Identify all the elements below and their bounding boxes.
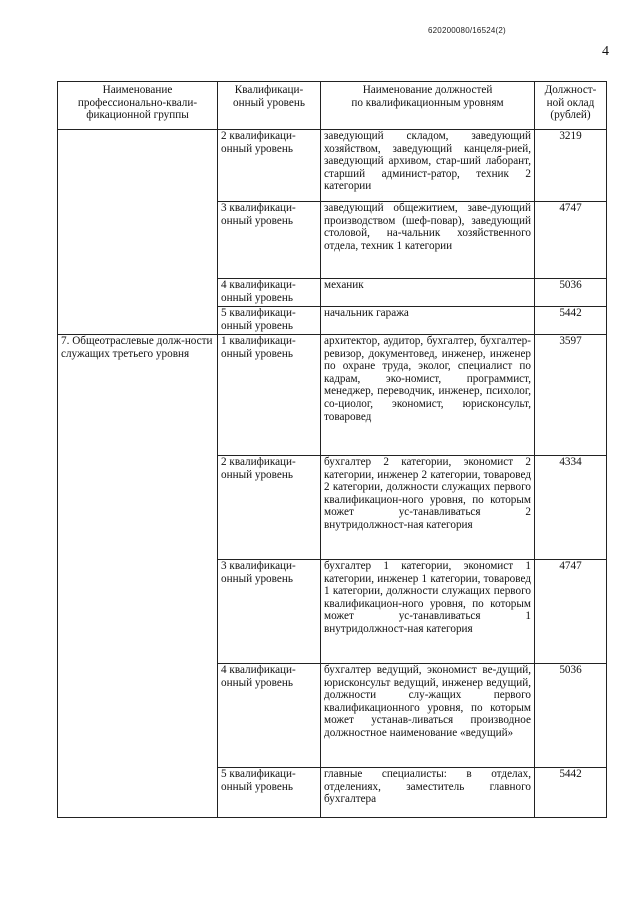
level-text: онный уровень — [221, 780, 293, 793]
table-body — [58, 130, 607, 818]
header-level-line: Квалификаци- — [234, 84, 304, 96]
level-text: 2 квалификаци- — [221, 456, 296, 468]
salary-cell: 5442 — [535, 768, 607, 818]
group-text: 7. Общеотраслевые долж-ности служащих третьего уровня — [61, 335, 213, 360]
document-number: 620200080/16524(2) — [428, 26, 506, 35]
positions-text: бухгалтер 1 категории, экономист 1 категории, инженер 1 категории, товаровед 1 категории, должности служащих первого квалификацион-ного уровня, по которым может ус-танавливаться 1 внутридолжност-ная категория — [324, 560, 531, 635]
table-row — [58, 335, 607, 456]
group-cell — [58, 335, 218, 818]
header-salary-line: Должност- — [544, 84, 597, 96]
level-text: 5 квалификаци- — [221, 768, 296, 780]
positions-text: заведующий общежитием, заве-дующий производством (шеф-повар), заведующий столовой, на-чальник хозяйственного отдела, техник 1 категории — [324, 202, 531, 252]
positions-cell — [321, 456, 535, 560]
header-salary-line: ной оклад — [546, 96, 595, 109]
level-text: онный уровень — [221, 142, 293, 155]
header-positions-line: Наименование должностей — [362, 84, 493, 96]
salary-cell: 5442 — [535, 307, 607, 335]
level-text: онный уровень — [221, 572, 293, 585]
level-text: 4 квалификаци- — [221, 664, 296, 676]
level-cell — [218, 664, 321, 768]
positions-cell — [321, 130, 535, 202]
positions-cell — [321, 335, 535, 456]
positions-cell — [321, 664, 535, 768]
level-text: онный уровень — [221, 676, 293, 689]
positions-text: бухгалтер 2 категории, экономист 2 категории, инженер 2 категории, товаровед 2 категории, должности служащих первого квалификацион-ного уровня, по которым может ус-танавливаться 2 внутридолжност-ная категория — [324, 456, 531, 531]
header-group-line: Наименование — [102, 84, 173, 96]
level-cell — [218, 279, 321, 307]
header-salary-line: (рублей) — [550, 109, 591, 122]
positions-cell — [321, 768, 535, 818]
level-text: онный уровень — [221, 347, 293, 360]
level-cell — [218, 130, 321, 202]
level-cell — [218, 768, 321, 818]
level-text: 2 квалификаци- — [221, 130, 296, 142]
level-text: онный уровень — [221, 319, 293, 332]
level-cell — [218, 335, 321, 456]
salary-cell: 3219 — [535, 130, 607, 202]
level-text: онный уровень — [221, 468, 293, 481]
positions-text: главные специалисты: в отделах, отделениях, заместитель главного бухгалтера — [324, 768, 531, 806]
qualification-table — [57, 81, 607, 818]
level-cell — [218, 456, 321, 560]
positions-cell — [321, 307, 535, 335]
level-text: 4 квалификаци- — [221, 279, 296, 291]
header-salary — [535, 82, 607, 130]
salary-cell: 4747 — [535, 202, 607, 279]
positions-text: архитектор, аудитор, бухгалтер, бухгалтер-ревизор, документовед, инженер, инженер по охране труда, эколог, специалист по кадрам, эко-номист, программист, менеджер, переводчик, инженер, психолог, со-циолог, экономист, юрисконсульт, товаровед — [324, 335, 531, 423]
salary-cell: 5036 — [535, 279, 607, 307]
positions-cell — [321, 560, 535, 664]
salary-cell: 4334 — [535, 456, 607, 560]
level-cell — [218, 307, 321, 335]
level-text: 3 квалификаци- — [221, 560, 296, 572]
page-number: 4 — [602, 44, 609, 59]
level-text: онный уровень — [221, 291, 293, 304]
positions-text: бухгалтер ведущий, экономист ве-дущий, юрисконсульт ведущий, инженер ведущий, должности слу-жащих первого квалификационного уровня, по которым может устанав-ливаться производное должностное наименование «ведущий» — [324, 664, 531, 739]
header-level — [218, 82, 321, 130]
level-cell — [218, 560, 321, 664]
header-positions — [321, 82, 535, 130]
level-text: 3 квалификаци- — [221, 202, 296, 214]
header-group-line: фикационной группы — [86, 109, 189, 122]
header-group-line: профессионально-квали- — [77, 96, 198, 109]
header-positions-line: по квалификационным уровням — [351, 96, 504, 109]
positions-text: механик — [324, 279, 364, 291]
level-text: 5 квалификаци- — [221, 307, 296, 319]
header-level-line: онный уровень — [233, 96, 305, 109]
salary-cell: 4747 — [535, 560, 607, 664]
positions-text: начальник гаража — [324, 307, 409, 319]
table-row — [58, 130, 607, 202]
header-group — [58, 82, 218, 130]
table-header-row — [58, 82, 607, 130]
level-text: 1 квалификаци- — [221, 335, 296, 347]
positions-text: заведующий складом, заведующий хозяйством, заведующий канцеля-рией, заведующий архивом, стар-ший лаборант, старший админист-ратор, техник 2 категории — [324, 130, 531, 193]
level-cell — [218, 202, 321, 279]
salary-cell: 3597 — [535, 335, 607, 456]
group-cell — [58, 130, 218, 335]
level-text: онный уровень — [221, 214, 293, 227]
positions-cell — [321, 202, 535, 279]
salary-cell: 5036 — [535, 664, 607, 768]
positions-cell — [321, 279, 535, 307]
